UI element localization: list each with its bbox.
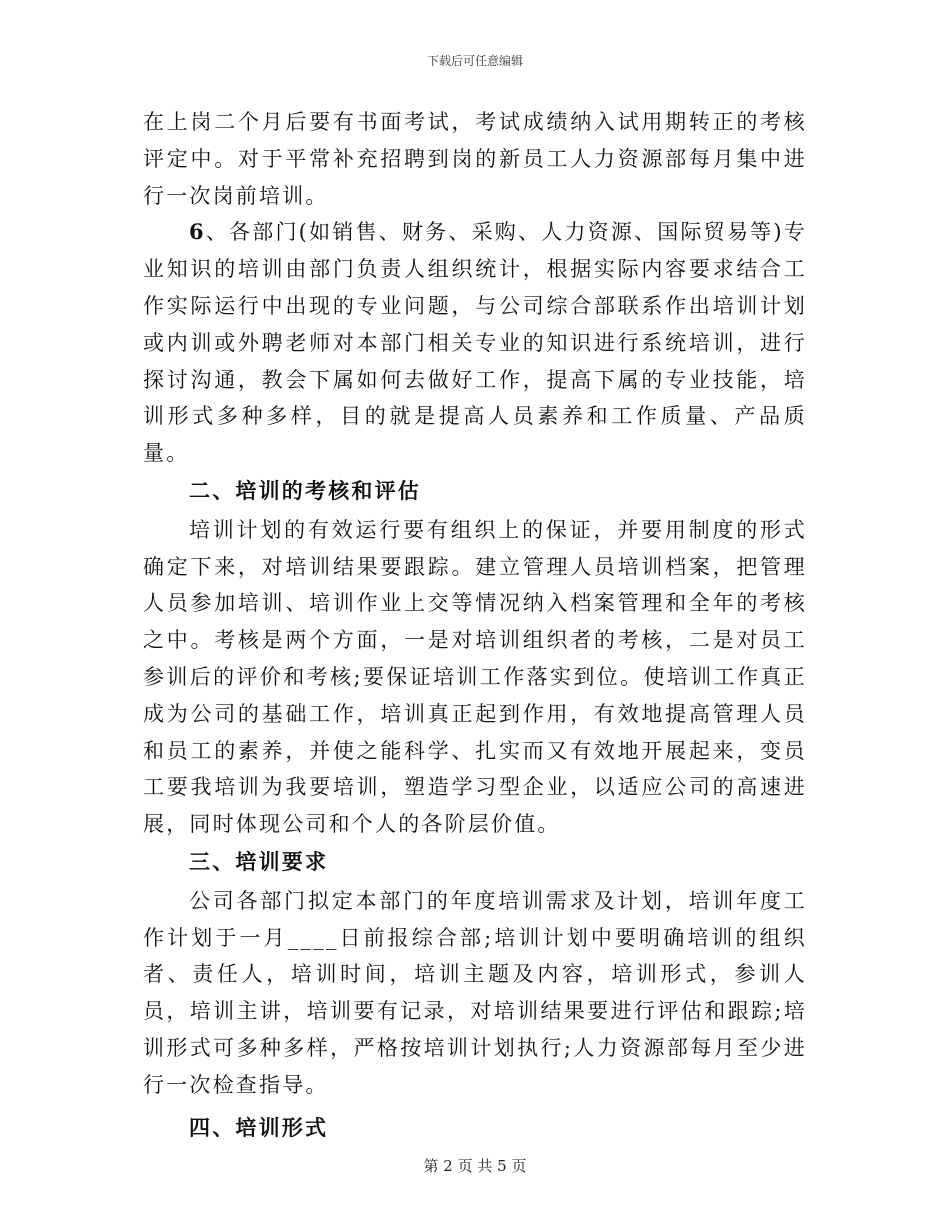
item-number: 6 [189,219,206,245]
section-heading-3: 三、培训要求 [189,848,329,874]
document-body [143,104,807,1148]
paragraph-assessment: 培训计划的有效运行要有组织上的保证，并要用制度的形式确定下来，对培训结果要跟踪。建立管理人员培训档案，把管理人员参加培训、培训作业上交等情况纳入档案管理和全年的考核之中。考核是两个方面，一是对培训组织者的考核，二是对员工参训后的评价和考核;要保证培训工作落实到位。使培训工作真正成为公司的基础工作，培训真正起到作用，有效地提高管理人员和员工的素养，并使之能科学、扎实而又有效地开展起来，变员工要我培训为我要培训，塑造学习型企业，以适应公司的高速进展，同时体现公司和个人的各阶层价值。 [143,517,807,837]
section-heading-2: 二、培训的考核和评估 [189,477,421,503]
item-text: 、各部门(如销售、财务、采购、人力资源、国际贸易等)专业知识的培训由部门负责人组织统计，根据实际内容要求结合工作实际运行中出现的专业问题，与公司综合部联系作出培训计划或内训或外聘老师对本部门相关专业的知识进行系统培训，进行探讨沟通，教会下属如何去做好工作，提高下属的专业技能，培训形式多种多样，目的就是提高人员素养和工作质量、产品质量。 [143,220,807,466]
page-header: 下载后可任意编辑 [426,54,523,68]
section-heading-4: 四、培训形式 [189,1114,329,1140]
page-footer: 第 2 页 共 5 页 [423,1157,527,1175]
paragraph-item-6 [143,214,807,472]
paragraph-continuation: 在上岗二个月后要有书面考试，考试成绩纳入试用期转正的考核评定中。对于平常补充招聘到岗的新员工人力资源部每月集中进行一次岗前培训。 [143,110,807,208]
paragraph-requirements: 公司各部门拟定本部门的年度培训需求及计划，培训年度工作计划于一月____日前报综合部;培训计划中要明确培训的组织者、责任人，培训时间，培训主题及内容，培训形式，参训人员，培训主讲，培训要有记录，对培训结果要进行评估和跟踪;培训形式可多种多样，严格按培训计划执行;人力资源部每月至少进行一次检查指导。 [143,888,807,1097]
